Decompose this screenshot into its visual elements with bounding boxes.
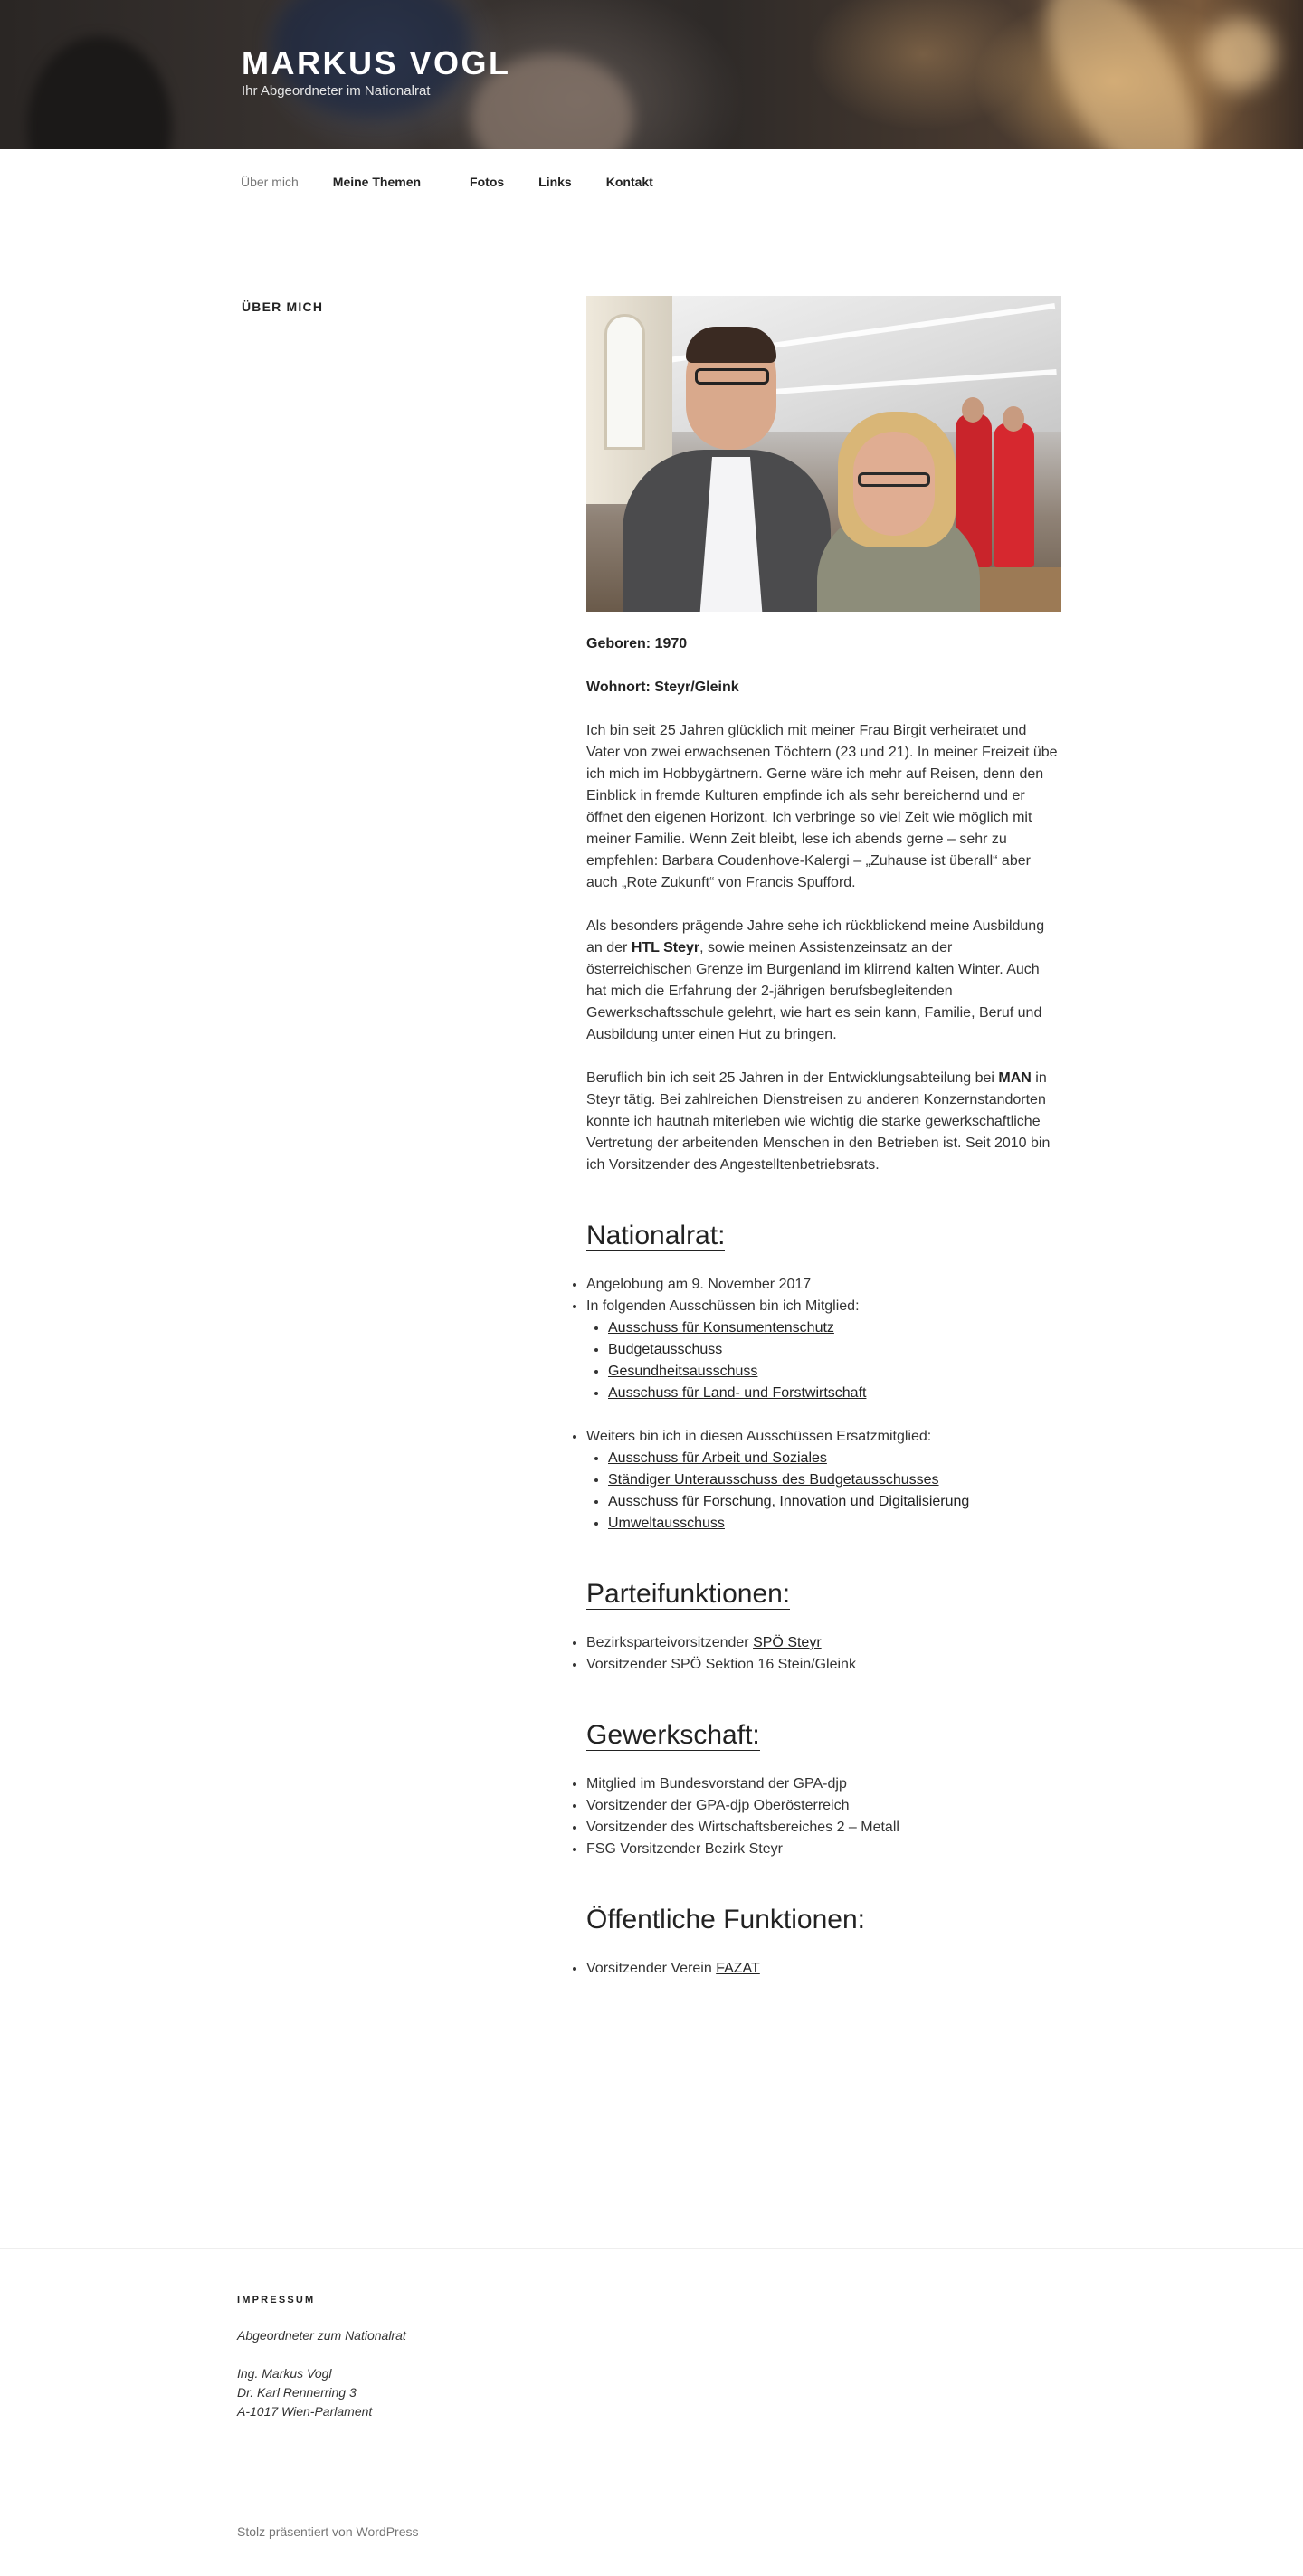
list-item — [608, 1469, 1061, 1491]
site-branding — [242, 45, 511, 99]
residence-line — [586, 677, 1061, 699]
section-heading-nationalrat — [586, 1220, 1061, 1252]
bio-text: Beruflich bin ich seit 25 Jahren in der Entwicklungsabteilung bei — [586, 1070, 999, 1086]
list-item — [608, 1491, 1061, 1513]
site-description: Ihr Abgeordneter im Nationalrat — [242, 83, 431, 99]
bio-text: in Steyr tätig. Bei zahlreichen Dienstreisen zu anderen Konzernstandorten konnte ich hautnah miterleben wie wichtig die starke gewerkschaftliche Vertretung der arbeitenden Menschen in den Betrieben ist. Seit 2010 bin ich Vorsitzender des Angestelltenbetriebsrats. — [586, 1070, 1051, 1173]
header-image-shape — [27, 36, 172, 149]
party-list — [568, 1632, 1061, 1676]
photo-detail — [604, 314, 645, 450]
heading-text: Parteifunktionen: — [586, 1579, 791, 1609]
section-heading-oeffentliche-funktionen — [586, 1904, 1061, 1936]
main-navigation — [0, 149, 1303, 214]
bio-emphasis: HTL Steyr — [631, 940, 700, 955]
substitute-committee-list — [590, 1448, 1061, 1535]
footer-widget-impressum — [237, 2295, 690, 2421]
photo-detail — [1003, 406, 1024, 432]
committee-link[interactable]: Ausschuss für Land- und Forstwirtschaft — [608, 1385, 867, 1401]
site-footer — [0, 2248, 1303, 2576]
committee-link[interactable]: Ausschuss für Forschung, Innovation und Digitalisierung — [608, 1494, 970, 1509]
committee-link[interactable]: Umweltausschuss — [608, 1516, 725, 1531]
page-title: ÜBER MICH — [242, 299, 324, 314]
list-item-text: Weiters bin ich in diesen Ausschüssen Ersatzmitglied: — [586, 1429, 932, 1444]
header-image-shape — [1016, 0, 1228, 149]
nav-item-fotos[interactable]: Fotos — [470, 175, 505, 189]
photo-detail — [994, 423, 1034, 567]
section-heading-parteifunktionen — [586, 1578, 1061, 1611]
committee-link[interactable]: Gesundheitsausschuss — [608, 1364, 758, 1379]
footer-address — [237, 2364, 690, 2421]
list-item: • FSG Vorsitzender Bezirk Steyr — [586, 1839, 1061, 1860]
list-item — [586, 1958, 1061, 1980]
nav-item-kontakt[interactable]: Kontakt — [605, 175, 653, 189]
list-item: • Vorsitzender SPÖ Sektion 16 Stein/Gleink — [586, 1654, 1061, 1676]
header-image-shape — [1203, 18, 1276, 90]
born-line — [586, 633, 1061, 655]
photo-detail — [858, 472, 930, 487]
list-item-text: Bezirksparteivorsitzender — [586, 1635, 754, 1650]
bio-emphasis: MAN — [998, 1070, 1032, 1086]
bio-text: , sowie meinen Assistenzeinsatz an der österreichischen Grenze im Burgenland im klirrend kalten Winter. Auch hat mich die Erfahrung der 2-jährigen berufsbegleitenden Gewerkschaftsschule gelehrt, wie hart es sein kann, Familie, Beruf und Ausbildung unter einen Hut zu bringen. — [586, 940, 1042, 1042]
committee-link[interactable]: Ständiger Unterausschuss des Budgetausschusses — [608, 1472, 939, 1488]
list-item — [586, 1632, 1061, 1654]
heading-text: Nationalrat: — [586, 1221, 726, 1250]
list-item: • Vorsitzender des Wirtschaftsbereiches 2 – Metall — [586, 1817, 1061, 1839]
heading-text: Öffentliche Funktionen: — [586, 1905, 865, 1934]
address-line: A-1017 Wien-Parlament — [237, 2404, 373, 2419]
list-item — [586, 1296, 1061, 1426]
photo-detail — [962, 397, 984, 423]
list-item — [608, 1339, 1061, 1361]
bio-paragraph-family: Ich bin seit 25 Jahren glücklich mit meiner Frau Birgit verheiratet und Vater von zwei erwachsenen Töchtern (23 und 21). In meiner Freizeit übe ich mich im Hobbygärtnern. Gerne wäre ich mehr auf Reisen, denn den Einblick in fremde Kulturen empfinde ich als sehr bereichernd und er öffnet den eigenen Horizont. Ich verbringe so viel Zeit wie möglich mit meiner Familie. Wenn Zeit bleibt, lese ich abends gerne – sehr zu empfehlen: Barbara Coudenhove-Kalergi – „Zuhause ist überall“ aber auch „Rote Zukunft“ von Francis Spufford. — [586, 723, 1058, 890]
site-title-link[interactable]: MARKUS VOGL — [242, 44, 511, 81]
list-item — [608, 1513, 1061, 1535]
address-line: Dr. Karl Rennerring 3 — [237, 2385, 357, 2400]
list-item: • Vorsitzender der GPA-djp Oberösterreich — [586, 1795, 1061, 1817]
heading-text: Gewerkschaft: — [586, 1720, 760, 1750]
list-item: • Angelobung am 9. November 2017 — [586, 1274, 1061, 1296]
entry-content — [586, 296, 1061, 1980]
bio-text: Als besonders prägende Jahre sehe ich rückblickend meine Ausbildung an der — [586, 918, 1045, 955]
list-item — [608, 1361, 1061, 1383]
photo-detail — [695, 368, 769, 385]
photo-detail — [686, 327, 776, 363]
list-item — [608, 1448, 1061, 1469]
list-item-text: In folgenden Ausschüssen bin ich Mitglied: — [586, 1298, 860, 1314]
list-item — [586, 1426, 1061, 1535]
spacer — [586, 1404, 1061, 1426]
spoe-steyr-link[interactable]: SPÖ Steyr — [753, 1635, 822, 1650]
footer-text: Abgeordneter zum Nationalrat — [237, 2328, 406, 2343]
list-item: • Mitglied im Bundesvorstand der GPA-djp — [586, 1773, 1061, 1795]
photo-detail — [966, 567, 1061, 612]
site-header — [0, 0, 1303, 149]
address-line: Ing. Markus Vogl — [237, 2366, 332, 2381]
public-list — [568, 1958, 1061, 1980]
nav-menu — [241, 149, 688, 214]
fazat-link[interactable]: FAZAT — [716, 1961, 760, 1976]
nav-item-meine-themen[interactable]: Meine Themen — [332, 175, 422, 189]
committee-link[interactable]: Ausschuss für Arbeit und Soziales — [608, 1450, 827, 1466]
born-text: Geboren: 1970 — [586, 636, 688, 651]
residence-text: Wohnort: Steyr/Gleink — [586, 680, 739, 695]
committee-link[interactable]: Budgetausschuss — [608, 1342, 723, 1357]
union-list — [568, 1773, 1061, 1860]
committee-link[interactable]: Ausschuss für Konsumentenschutz — [608, 1320, 834, 1336]
list-item-text: Vorsitzender Verein — [586, 1961, 717, 1976]
bio-paragraph-education — [586, 916, 1061, 1046]
section-heading-gewerkschaft — [586, 1719, 1061, 1752]
member-committee-list — [590, 1317, 1061, 1404]
main-content — [0, 214, 1303, 2248]
powered-by-wordpress-link[interactable]: Stolz präsentiert von WordPress — [237, 2524, 419, 2539]
nav-item-ueber-mich[interactable]: Über mich — [241, 175, 299, 189]
nav-item-links[interactable]: Links — [538, 175, 572, 189]
portrait-photo — [586, 296, 1061, 612]
footer-widget-title: IMPRESSUM — [237, 2295, 316, 2305]
list-item — [608, 1383, 1061, 1404]
bio-paragraph-career — [586, 1068, 1061, 1176]
nationalrat-list — [568, 1274, 1061, 1535]
list-item — [608, 1317, 1061, 1339]
